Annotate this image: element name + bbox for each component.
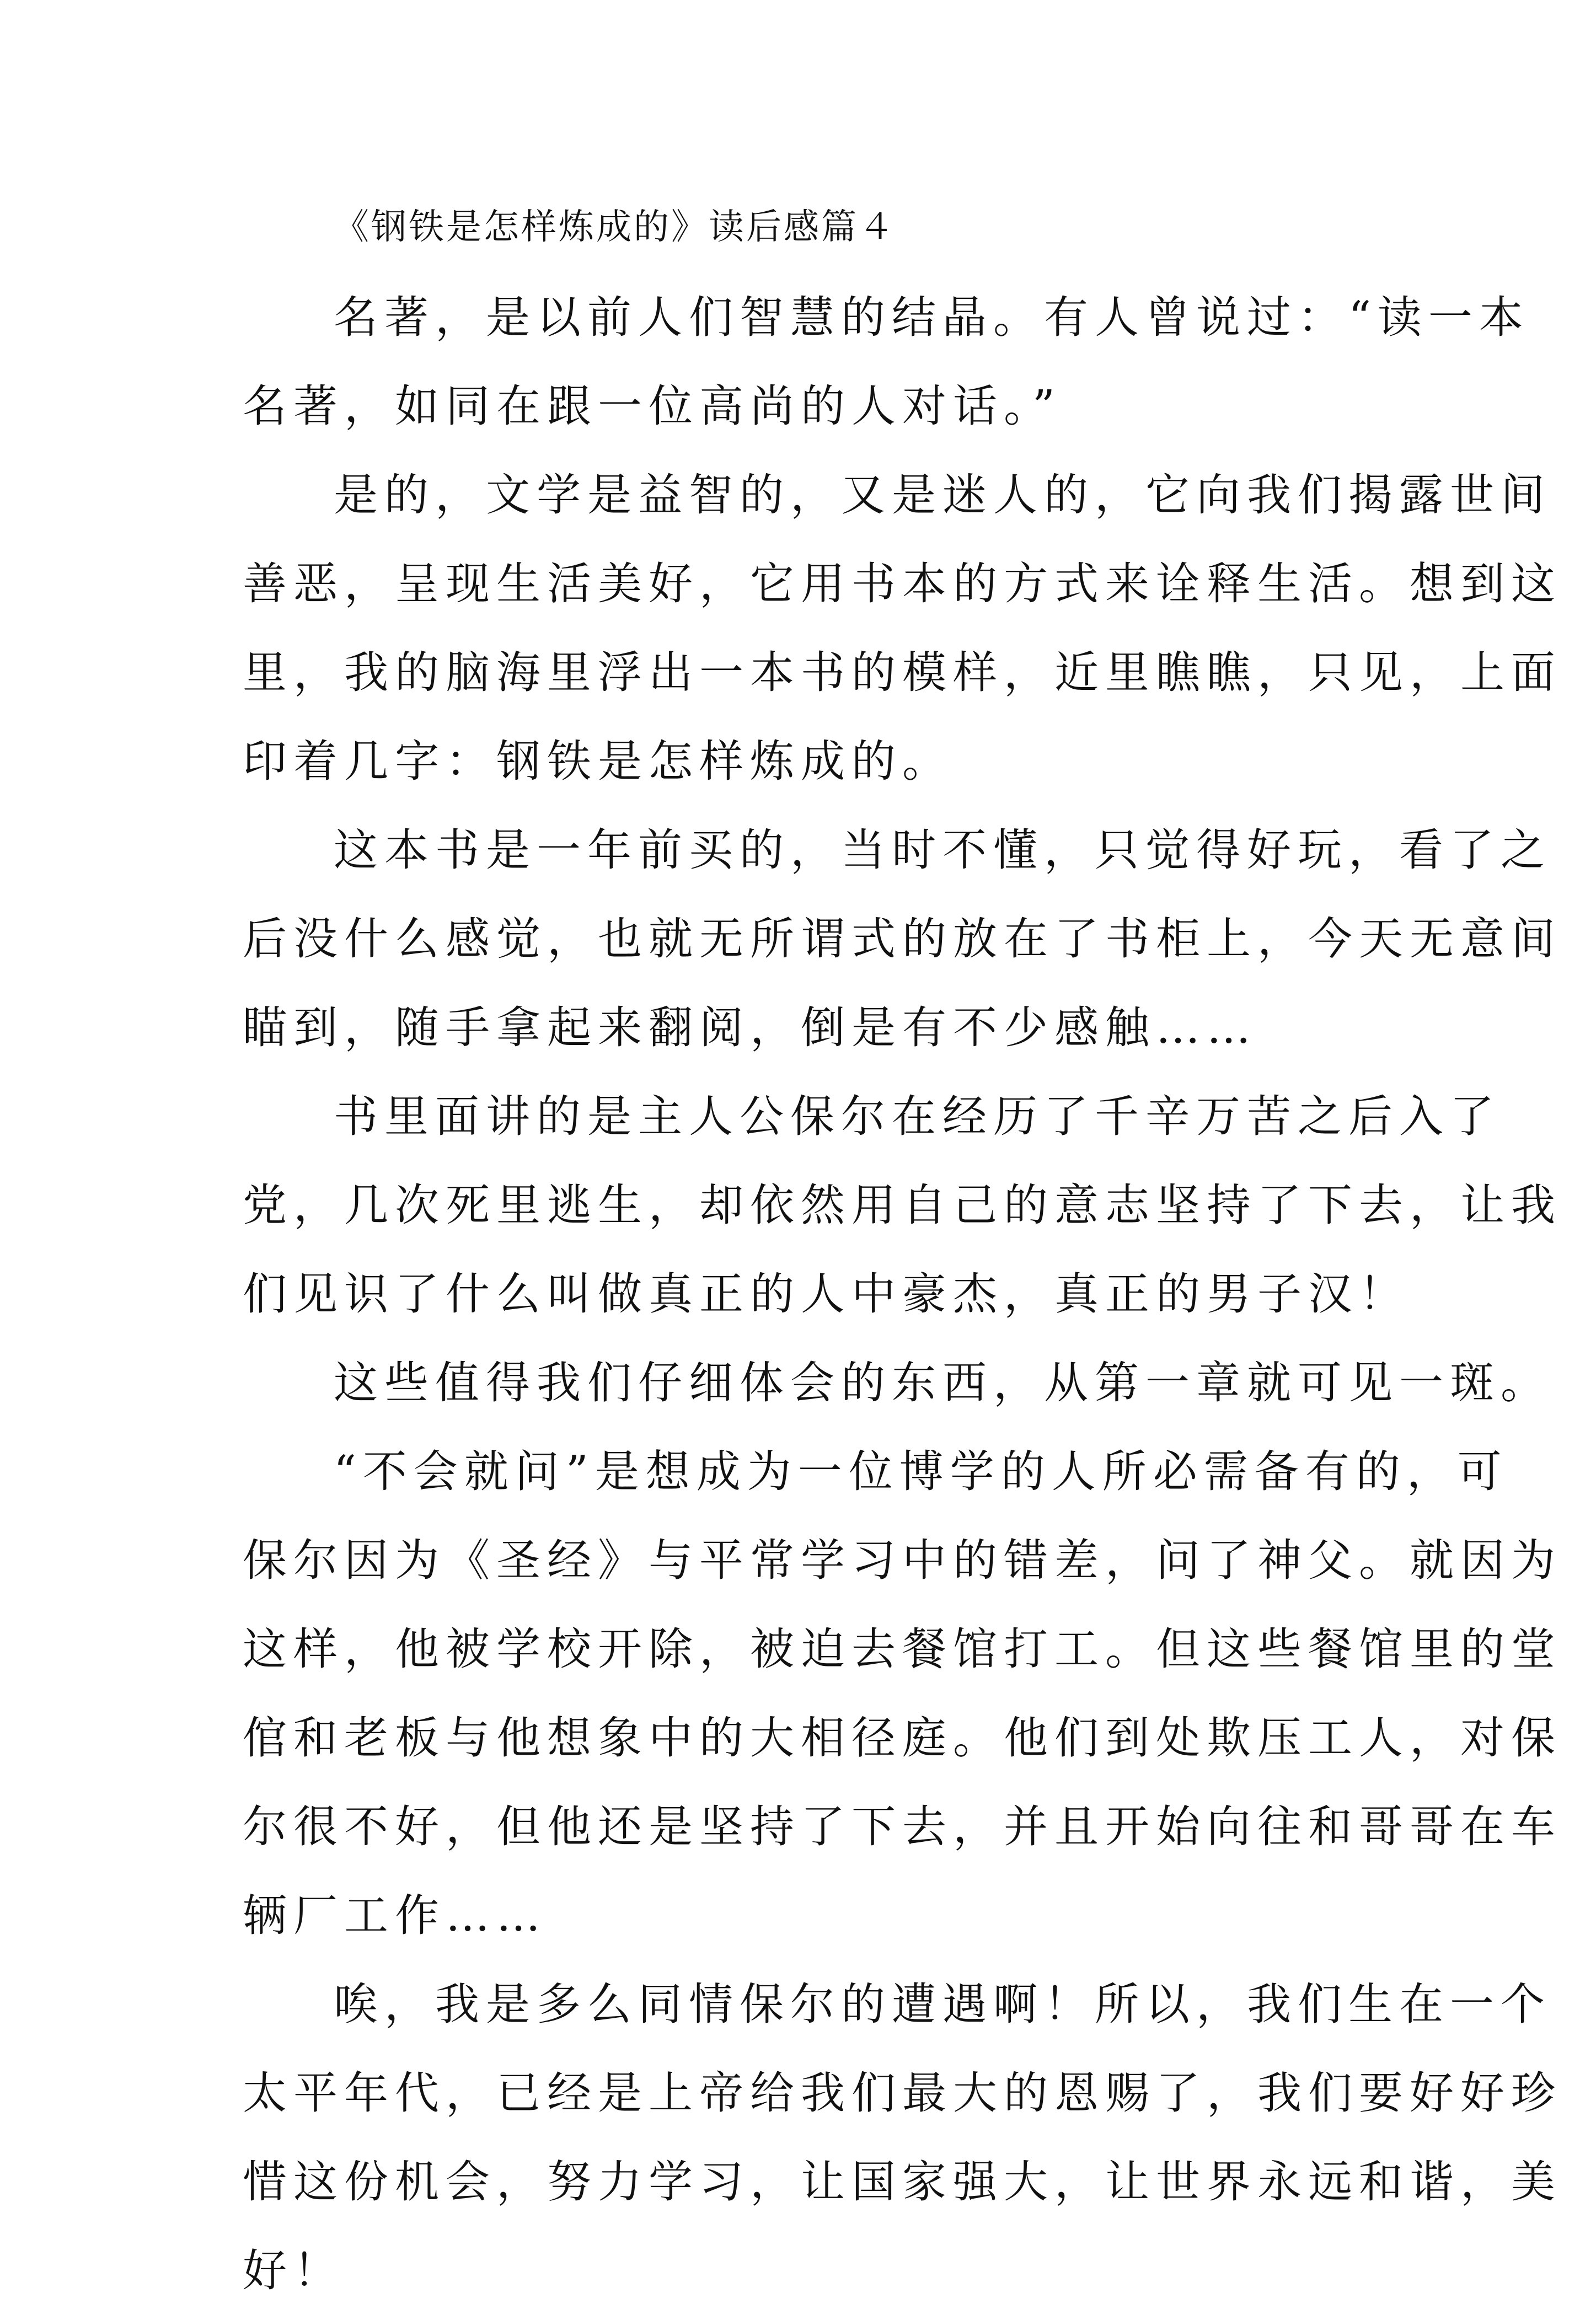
paragraph-line: 这样，他被学校开除，被迫去餐馆打工。但这些餐馆里的堂 <box>243 1623 1562 1675</box>
paragraph-line: 名著，是以前人们智慧的结晶。有人曾说过：“读一本 <box>334 292 1530 343</box>
paragraph-line: “不会就问”是想成为一位博学的人所必需备有的，可 <box>334 1446 1508 1497</box>
paragraph-line: 后没什么感觉，也就无所谓式的放在了书柜上，今天无意间 <box>243 913 1562 964</box>
paragraph-line: 保尔因为《圣经》与平常学习中的错差，问了神父。就因为 <box>243 1535 1562 1586</box>
paragraph-line: 唉，我是多么同情保尔的遭遇啊！所以，我们生在一个 <box>334 1979 1551 2030</box>
paragraph-line: 这本书是一年前买的，当时不懂，只觉得好玩，看了之 <box>334 824 1551 876</box>
paragraph-line: 尔很不好，但他还是坚持了下去，并且开始向往和哥哥在车 <box>243 1801 1562 1852</box>
paragraph-line: 瞄到，随手拿起来翻阅，倒是有不少感触…… <box>243 1002 1257 1053</box>
paragraph-line: 印着几字：钢铁是怎样炼成的。 <box>243 736 953 787</box>
paragraph-line: 名著，如同在跟一位高尚的人对话。” <box>243 381 1062 432</box>
paragraph-line: 惜这份机会，努力学习，让国家强大，让世界永远和谐，美 <box>243 2156 1562 2207</box>
paragraph-line: 辆厂工作…… <box>243 1890 547 1941</box>
paragraph-line: 们见识了什么叫做真正的人中豪杰，真正的男子汉！ <box>243 1268 1410 1320</box>
document-body <box>243 182 1562 2315</box>
paragraph-line: 里，我的脑海里浮出一本书的模样，近里瞧瞧，只见，上面 <box>243 647 1562 698</box>
document-title: 《钢铁是怎样炼成的》读后感篇４ <box>334 207 896 248</box>
paragraph-line: 好！ <box>243 2245 344 2296</box>
paragraph-line: 党，几次死里逃生，却依然用自己的意志坚持了下去，让我 <box>243 1180 1562 1231</box>
paragraph-line: 倌和老板与他想象中的大相径庭。他们到处欺压工人，对保 <box>243 1712 1562 1764</box>
paragraph-line: 太平年代，已经是上帝给我们最大的恩赐了，我们要好好珍 <box>243 2067 1562 2119</box>
paragraph-line: 书里面讲的是主人公保尔在经历了千辛万苦之后入了 <box>334 1091 1501 1142</box>
paragraph-line: 善恶，呈现生活美好，它用书本的方式来诠释生活。想到这 <box>243 558 1562 609</box>
paragraph-line: 这些值得我们仔细体会的东西，从第一章就可见一斑。 <box>334 1357 1551 1408</box>
paragraph-line: 是的，文学是益智的，又是迷人的，它向我们揭露世间 <box>334 469 1551 521</box>
